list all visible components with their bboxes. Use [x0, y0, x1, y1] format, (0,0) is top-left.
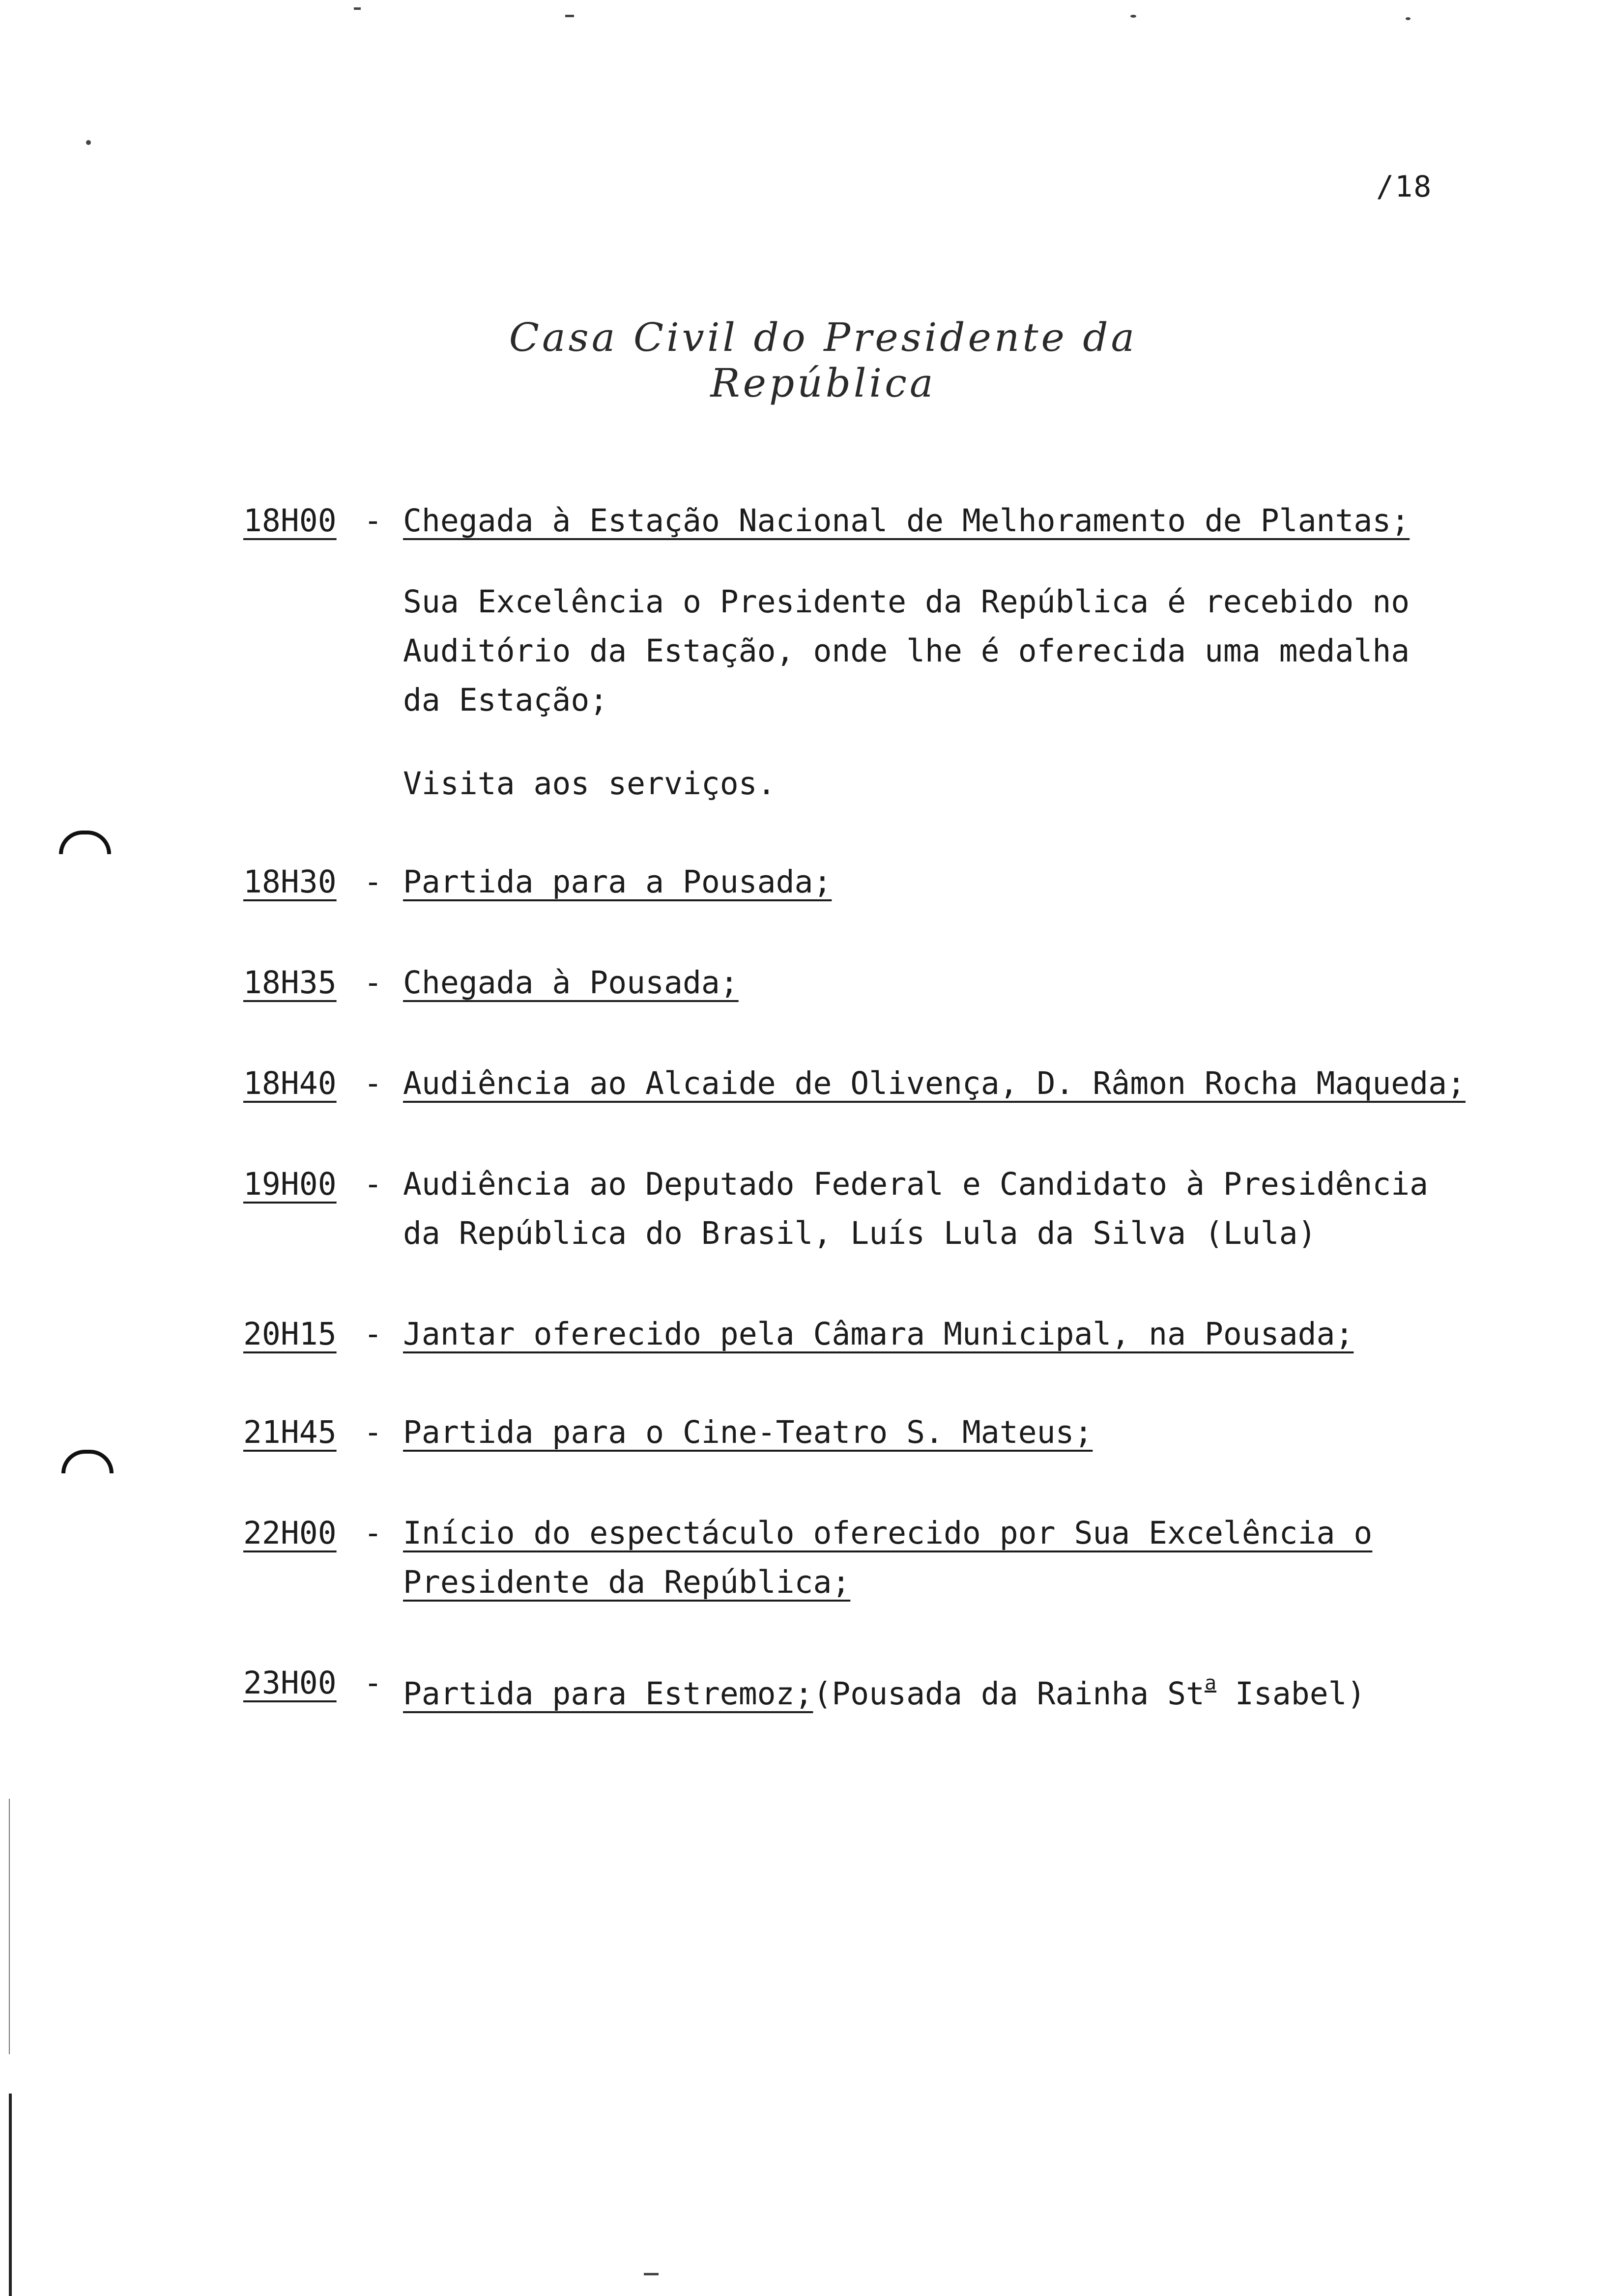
note-line: Visita aos serviços. — [403, 766, 776, 802]
entry-description — [403, 958, 1533, 1007]
entry-time: 22H00 — [243, 1515, 337, 1551]
entry-description — [403, 1160, 1533, 1258]
entry-dash: - — [364, 864, 382, 900]
entry-dash: - — [364, 1316, 382, 1352]
margin-line — [9, 2094, 12, 2296]
entry-description — [403, 858, 1533, 907]
entry-line: Partida para Estremoz; — [403, 1676, 813, 1712]
punch-mark — [59, 831, 111, 854]
entry-dash: - — [364, 1515, 382, 1551]
entry-dash: - — [364, 965, 382, 1001]
scan-speck — [1130, 15, 1136, 18]
entry-time: 21H45 — [243, 1414, 337, 1450]
entry-dash: - — [364, 503, 382, 539]
entry-line: Início do espectáculo oferecido por Sua Excelência o — [403, 1515, 1373, 1551]
entry-dash: - — [364, 1414, 382, 1450]
note-line: Auditório da Estação, onde lhe é oferecida uma medalha — [403, 633, 1410, 669]
note-line: da Estação; — [403, 682, 608, 718]
entry-time: 19H00 — [243, 1166, 337, 1202]
scan-speck — [644, 2273, 659, 2275]
letterhead: Casa Civil do Presidente da República — [509, 315, 1138, 406]
scan-speck — [565, 15, 574, 17]
entry-note — [403, 759, 776, 808]
scan-speck — [86, 140, 91, 145]
page-number: /18 — [1376, 170, 1433, 204]
punch-mark — [61, 1450, 114, 1473]
entry-line: Chegada à Estação Nacional de Melhoramento de Plantas; — [403, 503, 1410, 539]
entry-description — [403, 496, 1533, 545]
entry-time: 18H35 — [243, 965, 337, 1001]
margin-line — [9, 1799, 10, 2054]
scan-speck — [354, 7, 361, 10]
entry-time: 20H15 — [243, 1316, 337, 1352]
entry-line: da República do Brasil, Luís Lula da Silva (Lula) — [403, 1215, 1317, 1251]
entry-time: 18H40 — [243, 1065, 337, 1101]
entry-description — [403, 1310, 1533, 1359]
entry-time: 18H00 — [243, 503, 337, 539]
note-line: Sua Excelência o Presidente da República é recebido no — [403, 584, 1410, 620]
entry-note — [403, 577, 1410, 725]
entry-dash: - — [364, 1166, 382, 1202]
entry-line: Partida para a Pousada; — [403, 864, 832, 900]
entry-description — [403, 1408, 1533, 1457]
entry-dash: - — [364, 1065, 382, 1101]
entry-line: Audiência ao Deputado Federal e Candidato à Presidência — [403, 1166, 1429, 1202]
entry-line: Chegada à Pousada; — [403, 965, 739, 1001]
entry-line: Presidente da República; — [403, 1564, 851, 1600]
entry-time: 18H30 — [243, 864, 337, 900]
entry-description — [403, 1509, 1533, 1607]
entry-suffix-superscript: a — [1204, 1672, 1217, 1694]
entry-dash: - — [364, 1665, 382, 1701]
entry-line: Jantar oferecido pela Câmara Municipal, na Pousada; — [403, 1316, 1354, 1352]
entry-suffix-end: Isabel) — [1216, 1676, 1366, 1712]
entry-line: Partida para o Cine-Teatro S. Mateus; — [403, 1414, 1093, 1450]
entry-description — [403, 1659, 1533, 1719]
entry-suffix: (Pousada da Rainha St — [813, 1676, 1205, 1712]
entry-time: 23H00 — [243, 1665, 337, 1701]
entry-line: Audiência ao Alcaide de Olivença, D. Râmon Rocha Maqueda; — [403, 1065, 1466, 1101]
scan-speck — [1406, 17, 1410, 20]
entry-description — [403, 1059, 1533, 1108]
